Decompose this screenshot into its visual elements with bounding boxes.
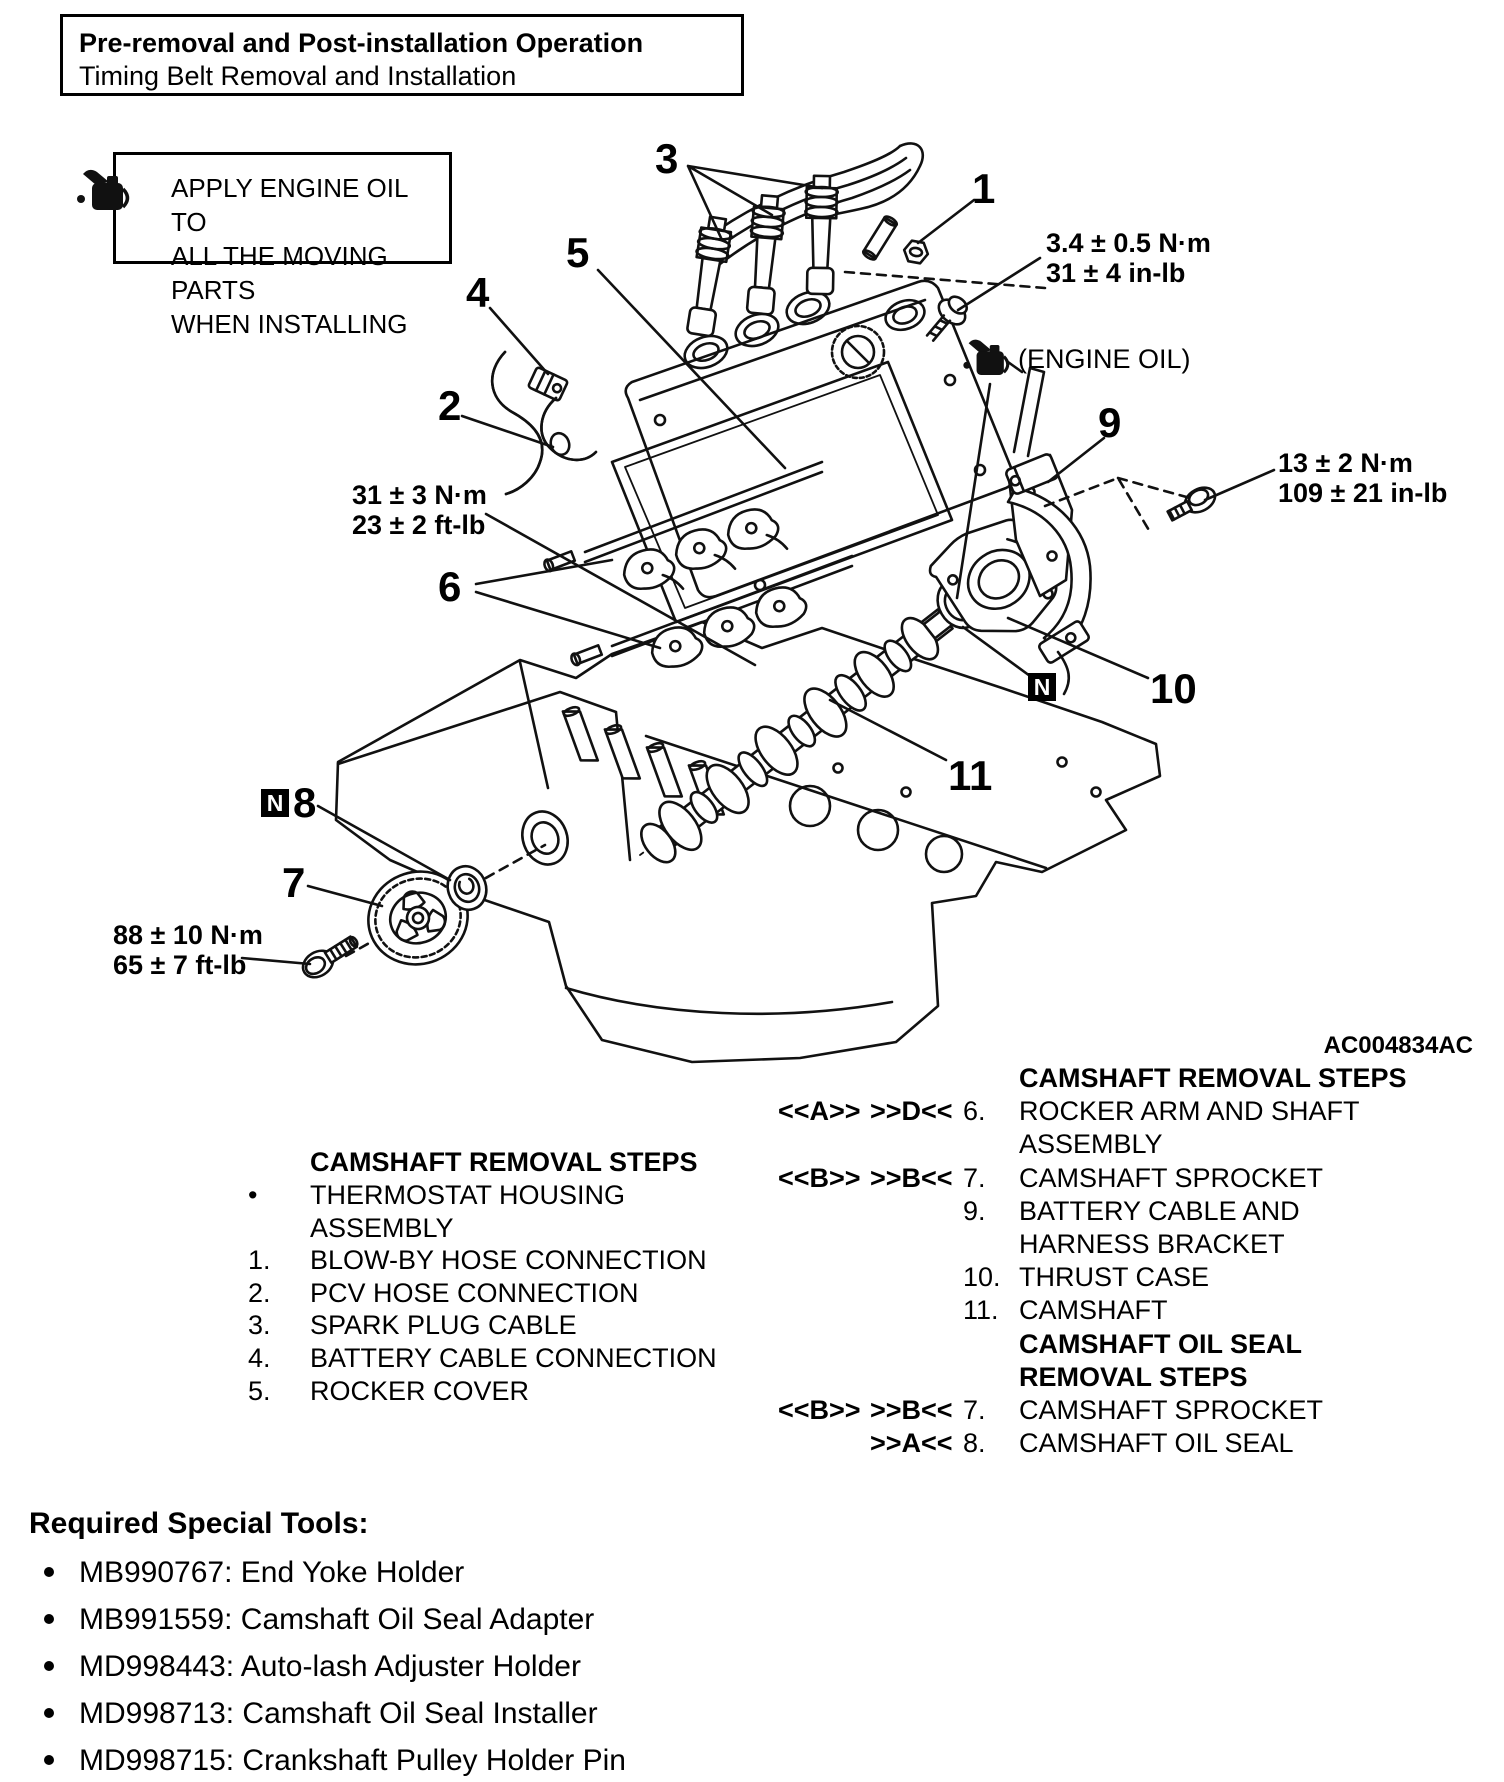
callout-11: 11: [948, 752, 993, 799]
required-special-tools: [29, 1506, 929, 1777]
step-row: [778, 1361, 1478, 1394]
step-text: CAMSHAFT REMOVAL STEPS: [1019, 1063, 1407, 1093]
sprocket-bolt: [298, 930, 362, 983]
torque-metric: 3.4 ± 0.5 N·m: [1046, 228, 1211, 258]
step-num: 7.: [963, 1395, 986, 1426]
torque-metric: 88 ± 10 N·m: [113, 920, 263, 950]
marker-b: [870, 1128, 963, 1161]
step-row: [778, 1062, 1478, 1095]
marker-b: >>B<<: [870, 1395, 953, 1426]
tools-title: Required Special Tools:: [29, 1507, 369, 1540]
step-text: BATTERY CABLE CONNECTION: [310, 1342, 717, 1373]
step-num: [963, 1128, 1019, 1161]
step-row: [248, 1212, 728, 1245]
step-text: CAMSHAFT OIL SEAL: [1019, 1428, 1294, 1459]
step-row: [778, 1162, 1478, 1195]
figure-code: AC004834AC: [1323, 1032, 1473, 1059]
step-text: THERMOSTAT HOUSING: [310, 1180, 626, 1210]
step-num: 8.: [963, 1428, 986, 1459]
tool-text: MD998713: Camshaft Oil Seal Installer: [79, 1697, 598, 1730]
tool-text: MB990767: End Yoke Holder: [79, 1556, 465, 1589]
step-row: [778, 1394, 1478, 1427]
pcv-hose-connection: [541, 398, 596, 460]
step-row: [248, 1277, 728, 1310]
marker-b: [870, 1361, 963, 1394]
callout-10: 10: [1150, 665, 1197, 712]
step-text: THRUST CASE: [1019, 1262, 1210, 1293]
marker-b: [870, 1294, 963, 1327]
engine-oil-label: (ENGINE OIL): [1018, 344, 1191, 374]
callout-5: 5: [566, 229, 590, 276]
marker-a: [778, 1195, 870, 1228]
marker-b: >>A<<: [870, 1428, 953, 1459]
callout-9: 9: [1098, 399, 1122, 446]
step-num: 5.: [248, 1375, 271, 1406]
step-num: 6.: [963, 1096, 986, 1127]
step-num: 3.: [248, 1310, 271, 1341]
step-text: BLOW-BY HOSE CONNECTION: [310, 1245, 707, 1276]
oil-note-line-3: WHEN INSTALLING: [171, 309, 408, 339]
step-row: [778, 1261, 1478, 1294]
torque-imperial: 109 ± 21 in-lb: [1278, 478, 1448, 508]
bracket-bolt: [1165, 483, 1219, 526]
step-num: 2.: [248, 1277, 271, 1308]
step-text: PCV HOSE CONNECTION: [310, 1277, 639, 1308]
step-text: HARNESS BRACKET: [1019, 1229, 1285, 1260]
step-num: [963, 1361, 1019, 1394]
callout-6: 6: [438, 563, 462, 610]
marker-b: [870, 1261, 963, 1294]
callout-1: 1: [972, 165, 996, 212]
blow-by-hose-parts: [862, 215, 930, 265]
callout-4: 4: [466, 269, 490, 316]
bullet-icon: [44, 1614, 54, 1624]
marker-a: [778, 1261, 870, 1294]
step-num: 11.: [963, 1295, 999, 1326]
tool-item: [29, 1744, 929, 1777]
callout-8: 8: [293, 779, 317, 826]
camshaft-removal-steps-left: [248, 1146, 728, 1407]
step-row: [248, 1309, 728, 1342]
marker-a: <<B>>: [778, 1395, 861, 1426]
marker-a: [778, 1294, 870, 1327]
tool-item: [29, 1697, 929, 1730]
step-num: [248, 1212, 310, 1245]
callout-3: 3: [655, 135, 679, 182]
torque-rocker-shaft-bolts: [352, 480, 487, 540]
marker-a: [778, 1128, 870, 1161]
step-text: ASSEMBLY: [1019, 1129, 1163, 1160]
step-row: [248, 1375, 728, 1408]
bullet-icon: [44, 1661, 54, 1671]
step-row: [778, 1427, 1478, 1460]
step-text: BATTERY CABLE AND: [1019, 1195, 1300, 1226]
step-text: SPARK PLUG CABLE: [310, 1310, 577, 1341]
tool-item: [29, 1650, 929, 1683]
step-text: ASSEMBLY: [310, 1212, 454, 1243]
tool-text: MD998715: Crankshaft Pulley Holder Pin: [79, 1744, 626, 1777]
marker-a: [778, 1228, 870, 1261]
marker-b: >>B<<: [870, 1162, 953, 1193]
step-text: ROCKER COVER: [310, 1375, 530, 1406]
step-row: [778, 1195, 1478, 1228]
torque-imperial: 23 ± 2 ft-lb: [352, 510, 486, 540]
bullet-icon: [44, 1567, 54, 1577]
step-row: [248, 1244, 728, 1277]
operation-title: Pre-removal and Post-installation Operation: [79, 28, 644, 58]
camshaft-removal-steps-right: [778, 1062, 1478, 1460]
step-text: REMOVAL STEPS: [1019, 1361, 1248, 1392]
tool-text: MD998443: Auto-lash Adjuster Holder: [79, 1650, 581, 1683]
marker-b: [870, 1195, 963, 1228]
step-row: [778, 1128, 1478, 1161]
left-steps-title: CAMSHAFT REMOVAL STEPS: [310, 1147, 698, 1177]
callout-7: 7: [282, 859, 306, 906]
marker-a: <<B>>: [778, 1162, 861, 1193]
step-row: [248, 1179, 728, 1212]
torque-metric: 13 ± 2 N·m: [1278, 448, 1413, 478]
step-num: 10.: [963, 1262, 1001, 1293]
step-num: [963, 1228, 1019, 1261]
marker-b: [870, 1062, 963, 1095]
torque-bracket-bolt: [1278, 448, 1447, 508]
marker-b: [870, 1228, 963, 1261]
bullet-icon: [44, 1708, 54, 1718]
step-text: CAMSHAFT OIL SEAL: [1019, 1328, 1302, 1359]
step-num: 1.: [248, 1245, 271, 1276]
step-text: CAMSHAFT: [1019, 1295, 1168, 1326]
tool-item: [29, 1603, 929, 1636]
n-marker-thrust: N: [1028, 673, 1056, 701]
step-text: CAMSHAFT SPROCKET: [1019, 1395, 1324, 1426]
marker-b: >>D<<: [870, 1096, 953, 1127]
step-text: ROCKER ARM AND SHAFT: [1019, 1096, 1360, 1127]
battery-cable-connection: [492, 352, 568, 494]
step-row: [778, 1228, 1478, 1261]
step-row: [778, 1328, 1478, 1361]
torque-sprocket-bolt: [113, 920, 263, 980]
harness-bracket: [1005, 362, 1091, 694]
step-num: 9.: [963, 1195, 986, 1226]
step-num: [963, 1328, 1019, 1361]
torque-imperial: 65 ± 7 ft-lb: [113, 950, 247, 980]
marker-a: <<A>>: [778, 1096, 861, 1127]
step-num: 7.: [963, 1162, 986, 1193]
torque-rocker-cover-bolts: [1046, 228, 1211, 288]
operation-subtitle: Timing Belt Removal and Installation: [79, 61, 517, 91]
step-row: [248, 1342, 728, 1375]
torque-imperial: 31 ± 4 in-lb: [1046, 258, 1186, 288]
marker-a: [778, 1062, 870, 1095]
operation-header-box: [60, 14, 744, 96]
torque-metric: 31 ± 3 N·m: [352, 480, 487, 510]
oil-note-line-2: ALL THE MOVING PARTS: [171, 241, 388, 305]
marker-a: [778, 1328, 870, 1361]
step-num: •: [248, 1180, 258, 1210]
bullet-icon: [44, 1755, 54, 1765]
tool-item: [29, 1556, 929, 1589]
oil-can-icon: [962, 338, 1014, 382]
step-num: 4.: [248, 1342, 271, 1373]
callout-2: 2: [438, 382, 462, 429]
tool-text: MB991559: Camshaft Oil Seal Adapter: [79, 1603, 595, 1636]
step-row: [778, 1294, 1478, 1327]
n-marker-seal: N: [261, 789, 289, 817]
oil-note-line-1: APPLY ENGINE OIL TO: [171, 173, 408, 237]
marker-a: [778, 1427, 870, 1460]
step-num: [963, 1062, 1019, 1095]
marker-b: [870, 1328, 963, 1361]
step-text: CAMSHAFT SPROCKET: [1019, 1162, 1324, 1193]
step-row: [778, 1095, 1478, 1128]
marker-a: [778, 1361, 870, 1394]
